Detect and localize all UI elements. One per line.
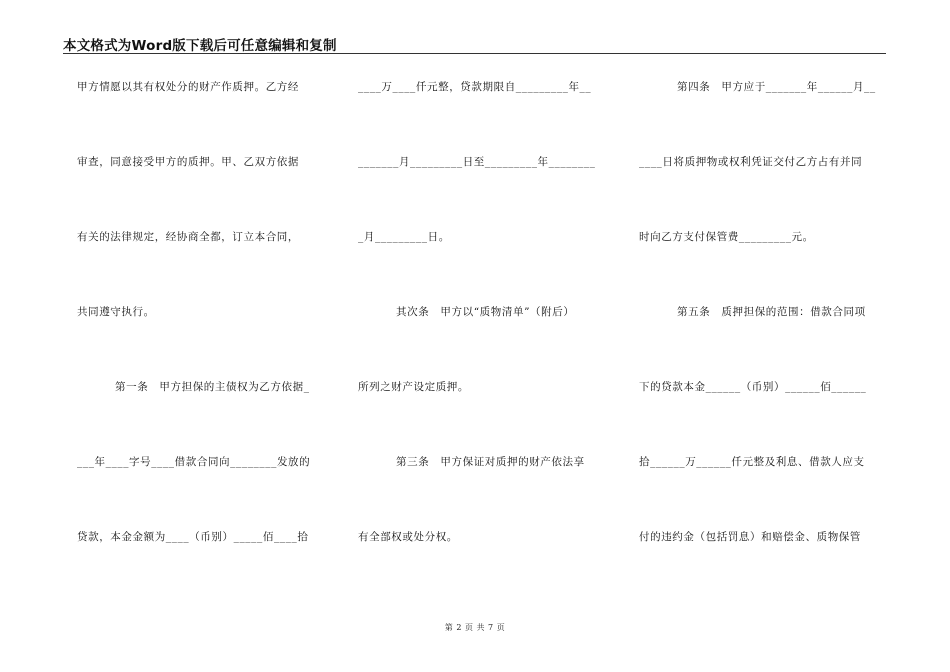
text-line: 甲方情愿以其有权处分的财产作质押。乙方经 [77,81,299,93]
header-title: 本文格式为Word版下载后可任意编辑和复制 [63,38,337,54]
text-column-2 [358,0,608,672]
text-column-3 [639,0,889,672]
text-line: ____日将质押物或权利凭证交付乙方占有并同 [639,156,863,168]
text-line: 审查，同意接受甲方的质押。甲、乙双方依据 [77,156,299,168]
article-heading-line: 第三条 甲方保证对质押的财产依法享 [396,456,585,468]
text-line: _月_________日。 [358,231,450,243]
page-number: 第 2 页 共 7 页 [444,623,506,632]
text-line: 贷款，本金金额为____（币别）_____佰____拾 [77,531,309,543]
text-line: 有关的法律规定，经协商全都，订立本合同， [77,231,299,243]
text-line: 付的违约金（包括罚息）和赔偿金、质物保管 [639,531,861,543]
article-heading-line: 其次条 甲方以“质物清单”（附后） [396,306,575,318]
article-heading-line: 第四条 甲方应于_______年______月__ [677,81,876,93]
text-line: 所列之财产设定质押。 [358,381,469,393]
text-column-1 [77,0,327,672]
text-line: 时向乙方支付保管费_________元。 [639,231,814,243]
text-line: _______月_________日至_________年________ [358,156,596,168]
article-heading-line: 第五条 质押担保的范围：借款合同项 [677,306,866,318]
article-heading-line: 第一条 甲方担保的主债权为乙方依据_ [115,381,310,393]
text-line: 下的贷款本金______（币别）______佰______ [639,381,867,393]
text-line: 有全部权或处分权。 [358,531,458,543]
text-line: 共同遵守执行。 [77,306,155,318]
text-line: ____万____仟元整，贷款期限自_________年__ [358,81,592,93]
text-line: ___年____字号____借款合同向________发放的 [77,456,311,468]
text-line: 拾______万______仟元整及利息、借款人应支 [639,456,865,468]
